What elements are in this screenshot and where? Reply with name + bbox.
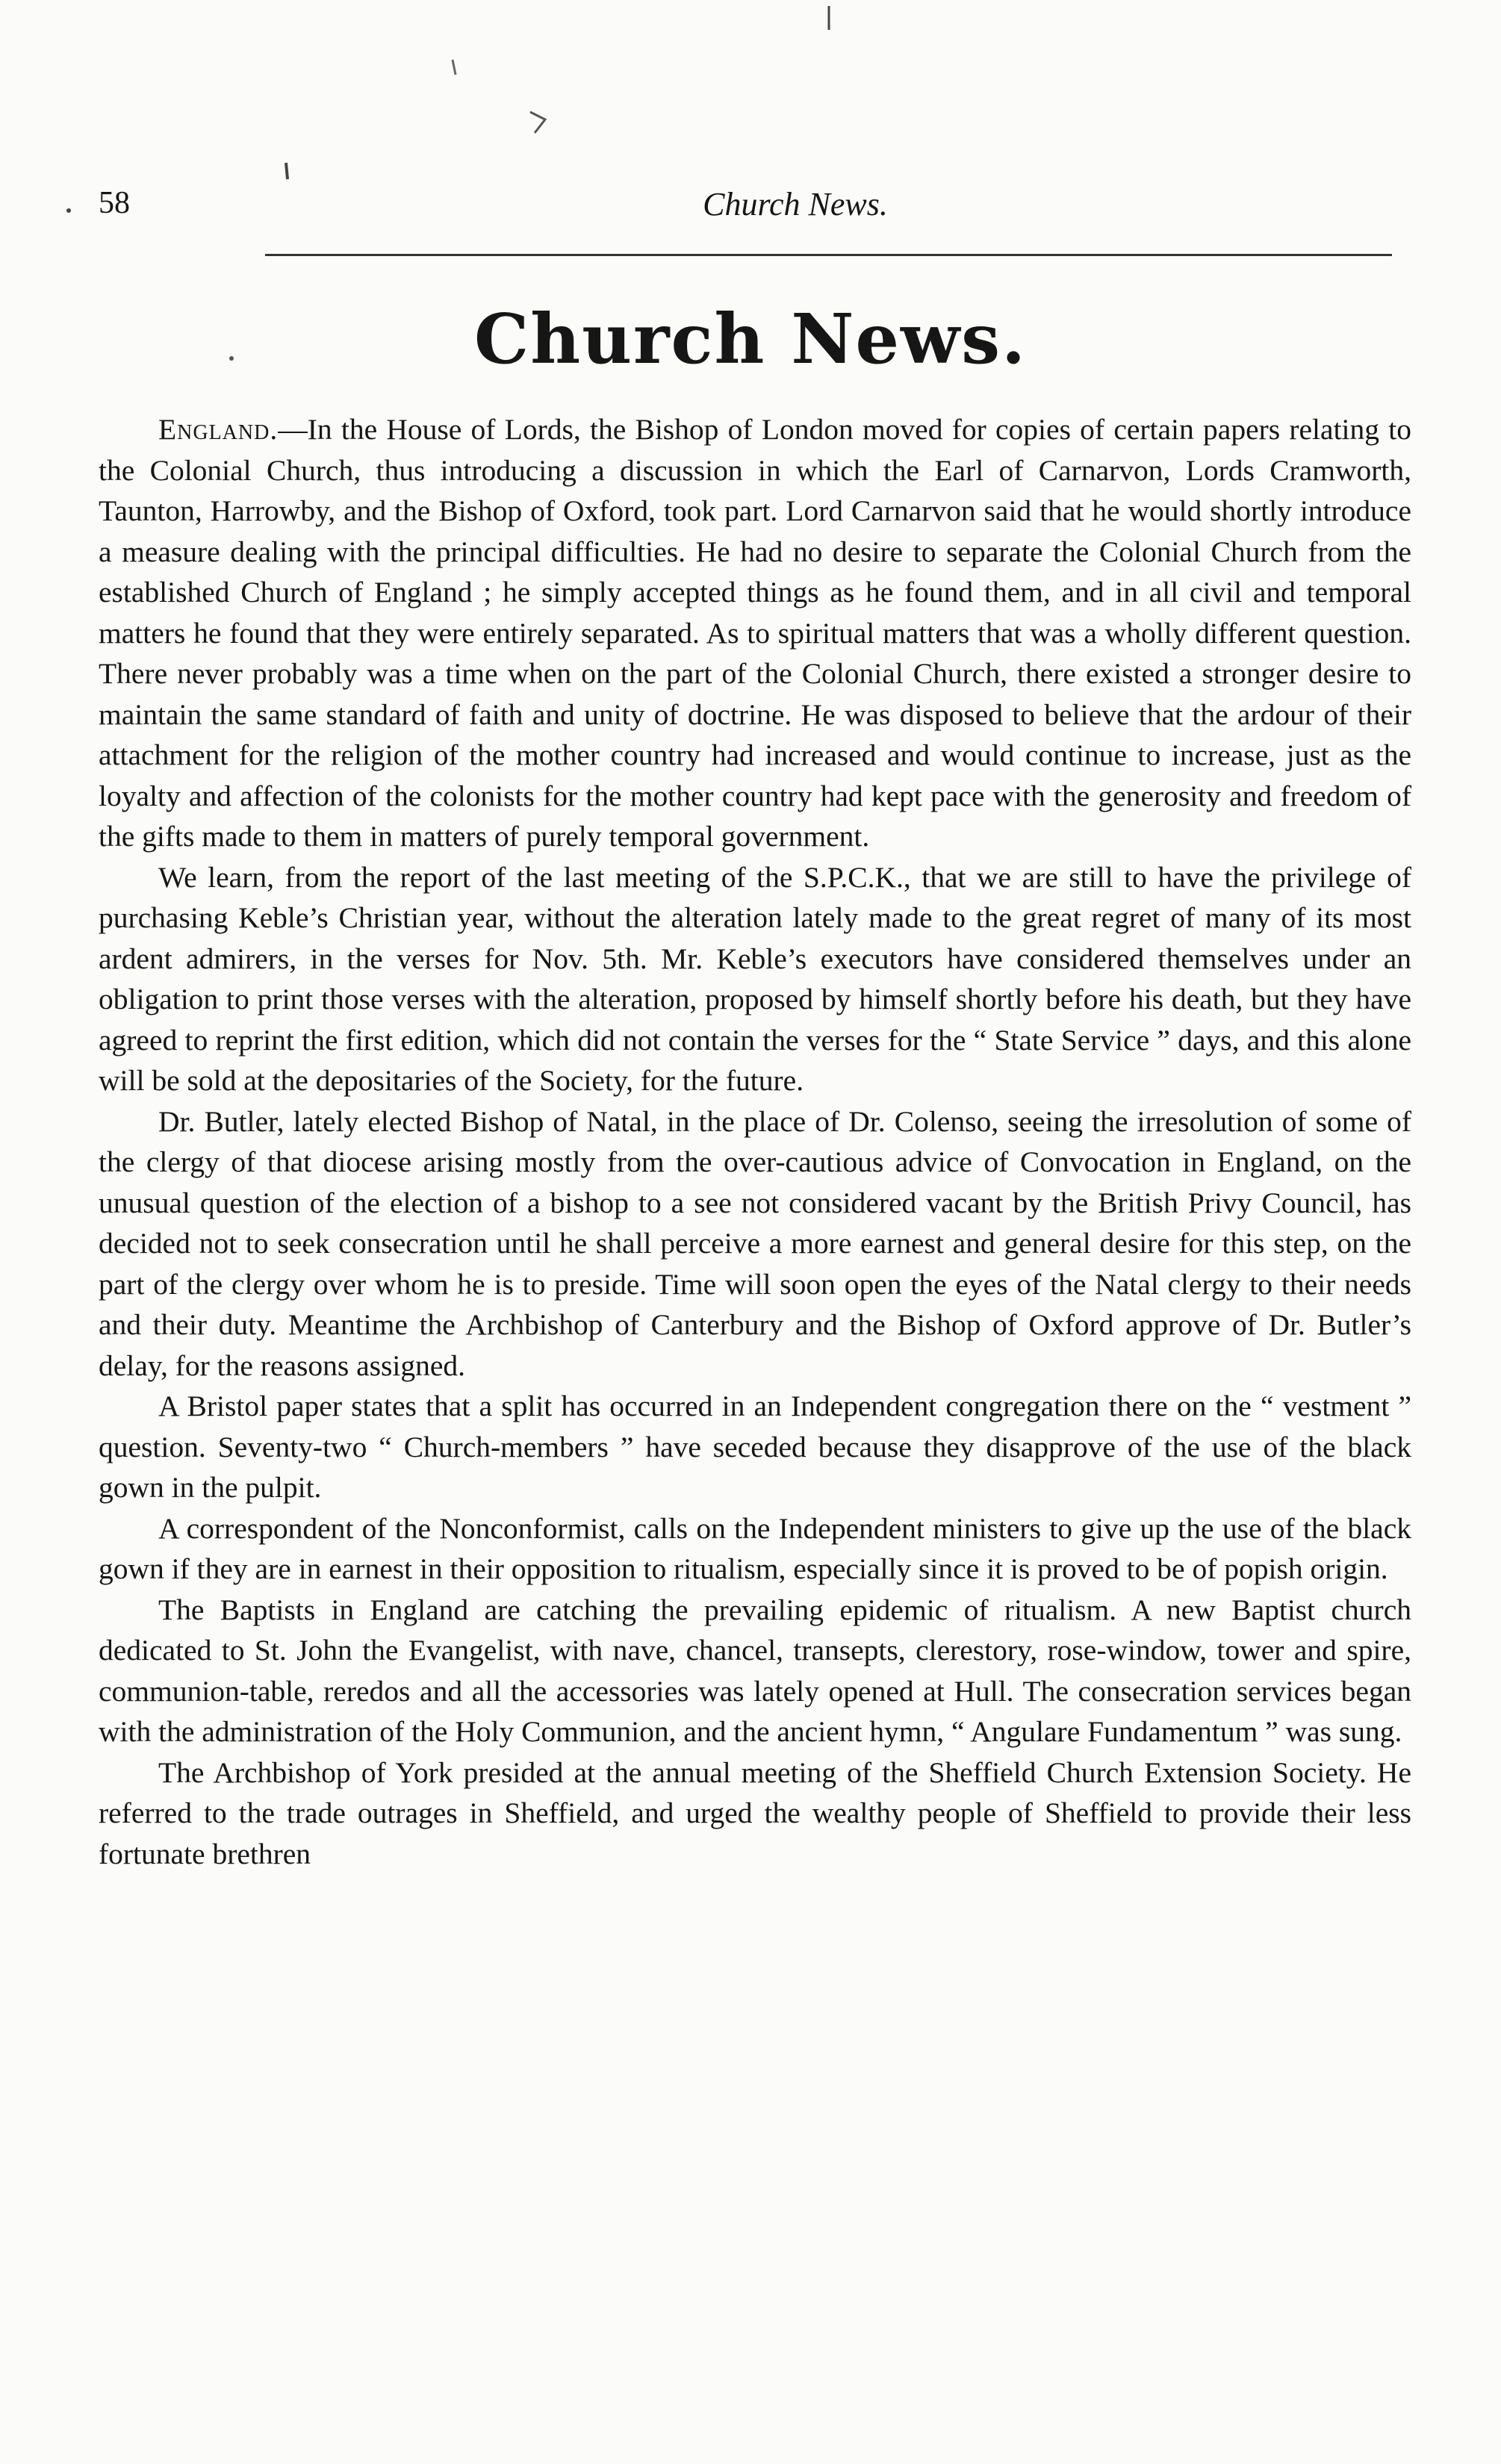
scan-speck xyxy=(453,60,456,75)
paragraph-york: The Archbishop of York presided at the annual meeting of the Sheffield Church Extension Society. He referred to the trade outrages in Sheffield, and urged the wealthy people of Sheffield to provide their less fortunate brethren xyxy=(99,1755,1411,1870)
paragraph-bristol: A Bristol paper states that a split has occurred in an Independent congregation there on the “ vestment ” question. Seventy-two “ Church-members ” have seceded because they disapprove of the use of the black gown in the pulpit. xyxy=(99,1390,1411,1504)
running-title: Church News. xyxy=(703,186,888,223)
paragraph-baptists: The Baptists in England are catching the prevailing epidemic of ritualism. A new Baptist church dedicated to St. John the Evangelist, with nave, chancel, transepts, clerestory, rose-window, tower and spire, communion-table, reredos and all the accessories was lately opened at Hull. The consecration services began with the administration of the Holy Communion, and the ancient hymn, “ Angulare Fundamentum ” was sung. xyxy=(99,1593,1411,1748)
masthead-title: Church News. xyxy=(473,299,1028,379)
paragraph-spck: We learn, from the report of the last meeting of the S.P.C.K., that we are still to have the privilege of purchasing Keble’s Christian year, without the alteration lately made to the great regret of many of its most ardent admirers, in the verses for Nov. 5th. Mr. Keble’s executors have considered themselves under an obligation to print those verses with the alteration, proposed by himself shortly before his death, but they have agreed to reprint the first edition, which did not contain the verses for the “ State Service ” days, and this alone will be sold at the depositaries of the Society, for the future. xyxy=(99,860,1411,1097)
scan-speck xyxy=(66,208,71,213)
paragraph-lead: England. xyxy=(158,413,279,446)
scan-speck xyxy=(530,112,545,133)
scan-speck xyxy=(286,163,288,179)
page-number: 58 xyxy=(99,186,130,220)
paragraph-nonconformist: A correspondent of the Nonconformist, calls on the Independent ministers to give up the use of the black gown if they are in earnest in their opposition to ritualism, especially since it is proved to be of popish origin. xyxy=(99,1511,1411,1585)
scan-speck xyxy=(229,356,234,361)
paragraph-natal: Dr. Butler, lately elected Bishop of Natal, in the place of Dr. Colenso, seeing the irresolution of some of the clergy of that diocese arising mostly from the over-cautious advice of Convocation in England, on the unusual question of the election of a bishop to a see not considered vacant by the British Privy Council, has decided not to seek consecration until he shall perceive a more earnest and general desire for this step, on the part of the clergy over whom he is to preside. Time will soon open the eyes of the Natal clergy to their needs and their duty. Meantime the Archbishop of Canterbury and the Bishop of Oxford approve of Dr. Butler’s delay, for the reasons assigned. xyxy=(99,1104,1411,1382)
paragraph-text: —In the House of Lords, the Bishop of London moved for copies of certain papers relating to the Colonial Church, thus introducing a discussion in which the Earl of Carnarvon, Lords Cramworth, Taunton, Harrowby, and the Bishop of Oxford, took part. Lord Carnarvon said that he would shortly introduce a measure dealing with the principal difficulties. He had no desire to separate the Colonial Church from the established Church of England ; he simply accepted things as he found them, and in all civil and temporal matters he found that they were entirely separated. As to spiritual matters that was a wholly different question. There never probably was a time when on the part of the Colonial Church, there existed a stronger desire to maintain the same standard of faith and unity of doctrine. He was disposed to believe that the ardour of their attachment for the religion of the mother country had increased and would continue to increase, just as the loyalty and affection of the colonists for the mother country had kept pace with the generosity and freedom of the gifts made to them in matters of purely temporal government. xyxy=(99,413,1411,853)
